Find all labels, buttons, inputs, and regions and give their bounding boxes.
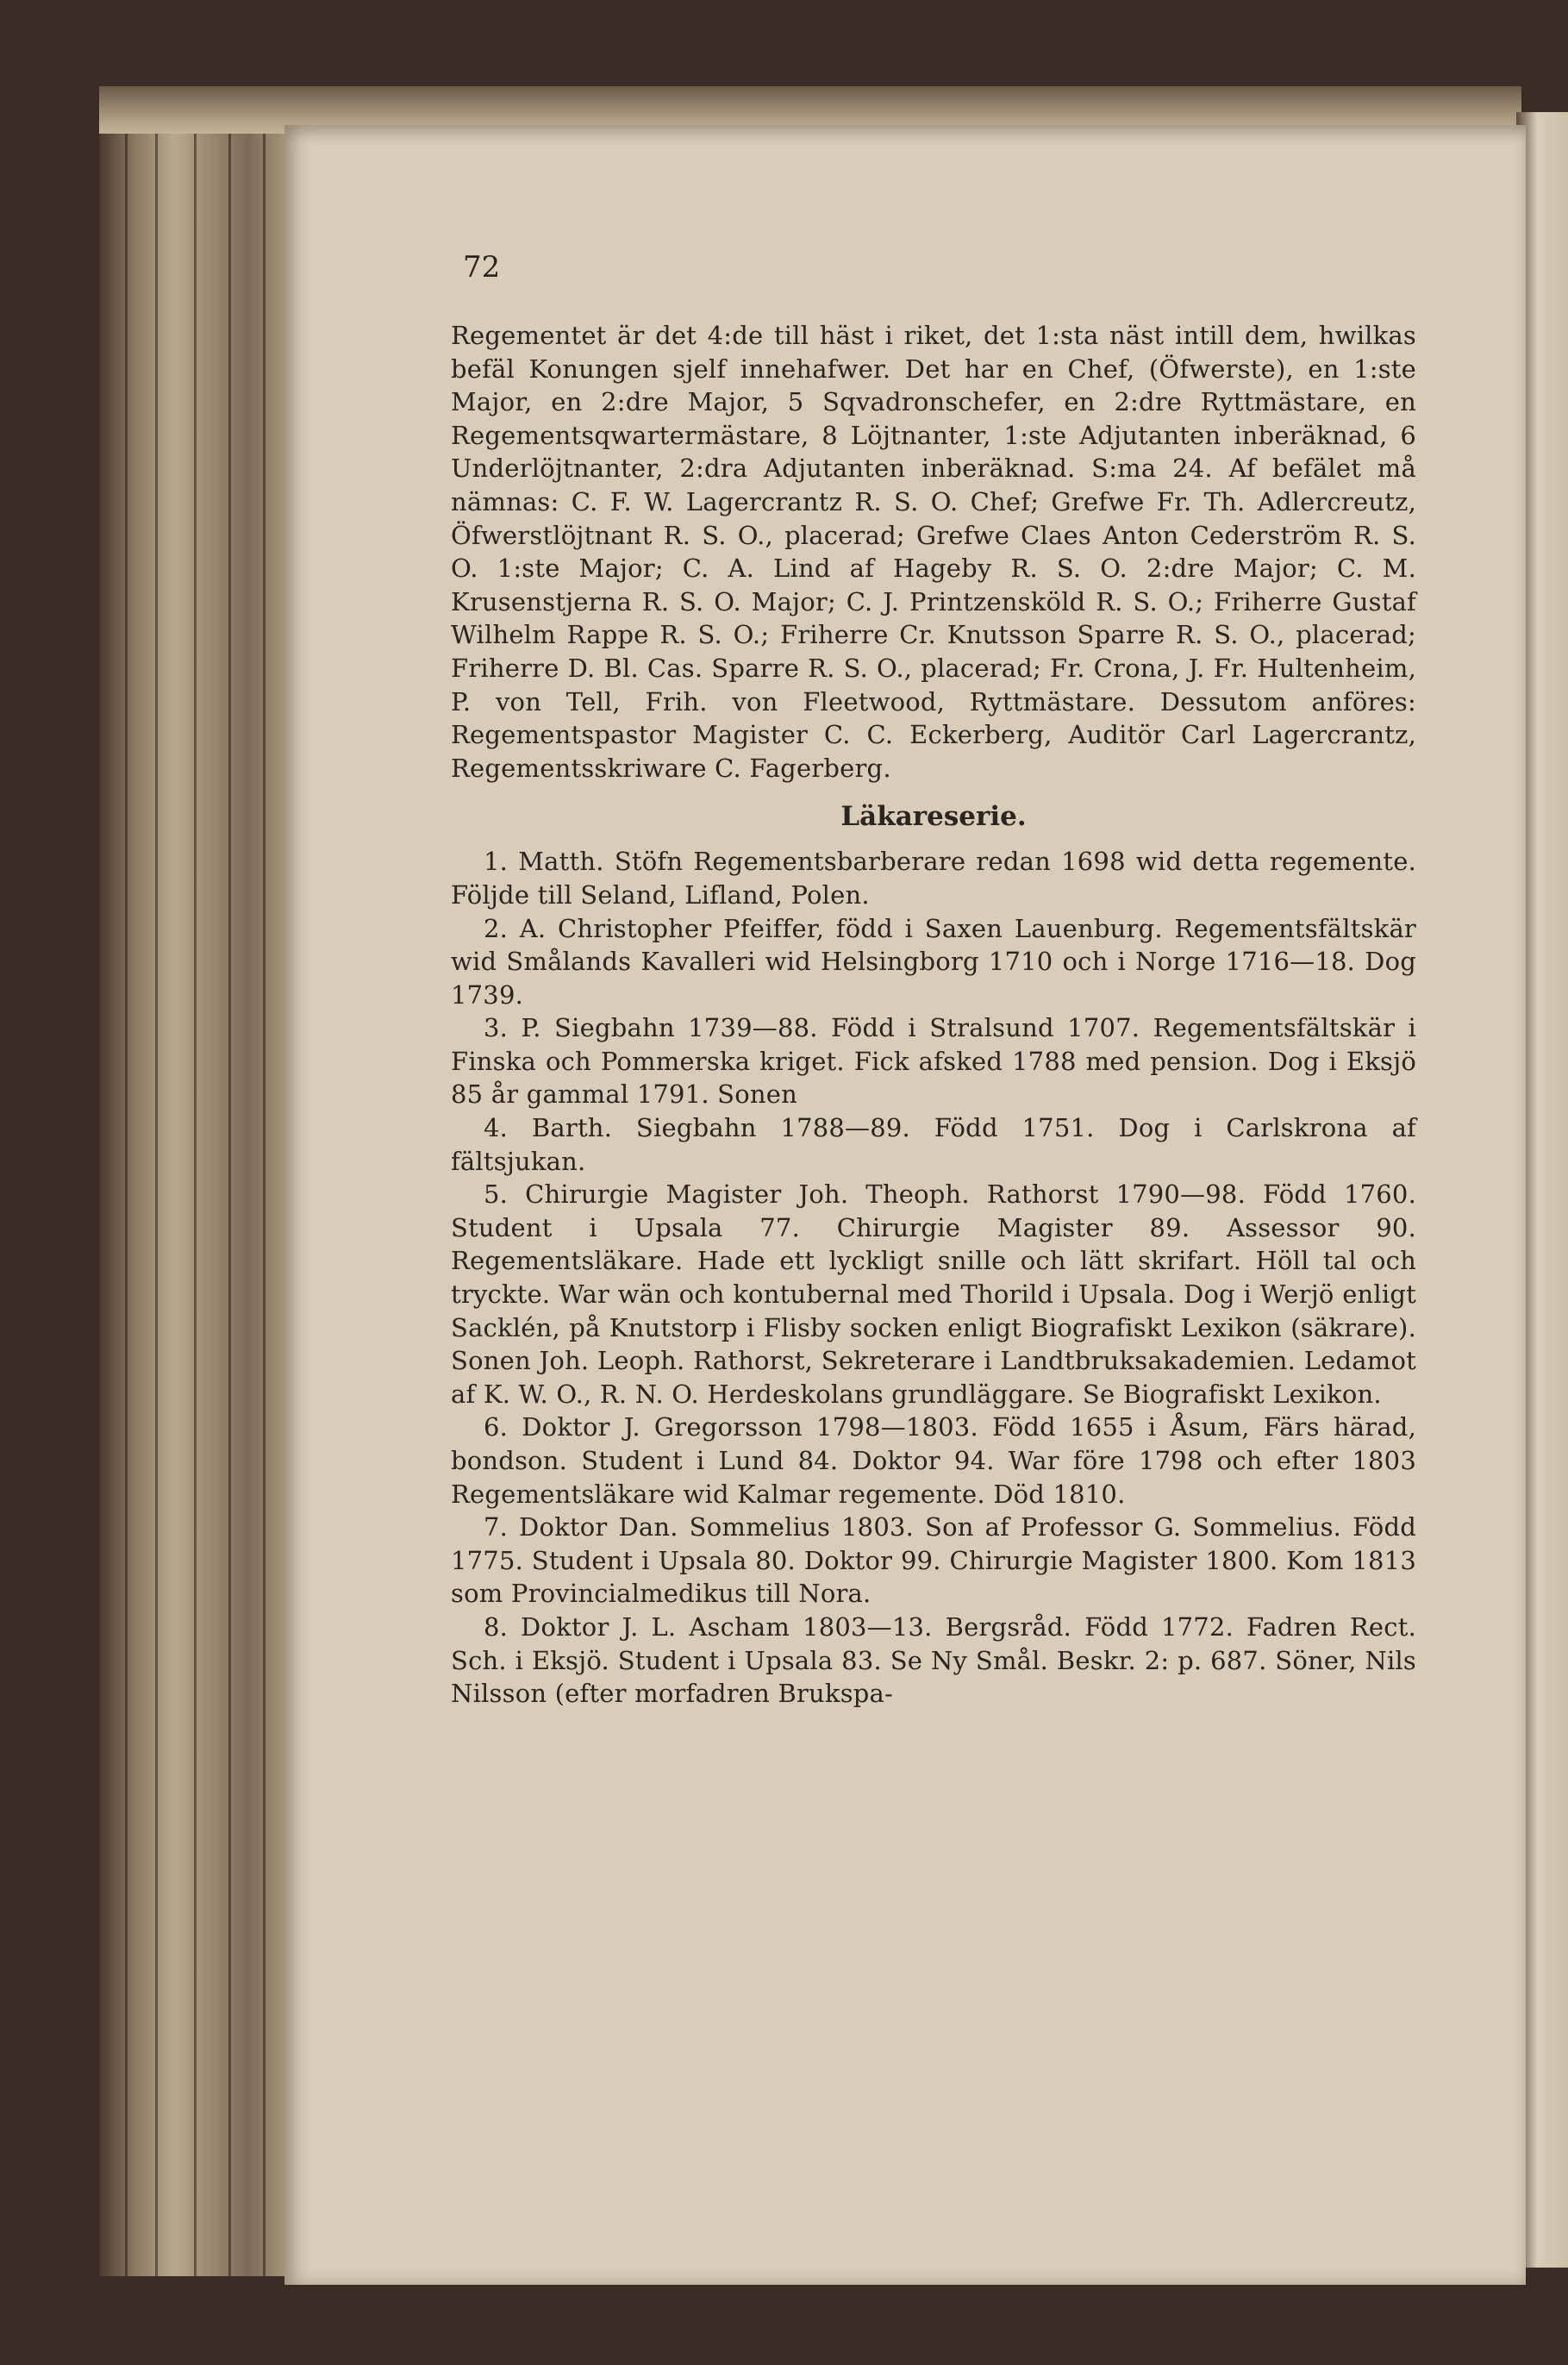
list-item: 5. Chirurgie Magister Joh. Theoph. Rathorst 1790—98. Född 1760. Student i Upsala 77. Chirurgie Magister 89. Assessor 90. Regementsläkare. Hade ett lyckligt snille och lätt skrifart. Höll tal och trycktе. War wän och kontubernal med Thorild i Upsala. Dog i Werjö enligt Sacklén, på Knutstorp i Flisby socken enligt Biografiskt Lexikon (säkrare). Sonen Joh. Leoph. Rathorst, Sekreterare i Landtbruksakademien. Ledamot af K. W. O., R. N. O. Herdeskolans grundläggare. Se Biografiskt Lexikon.	[451, 1179, 1416, 1409]
list-item: 3. P. Siegbahn 1739—88. Född i Stralsund 1707. Regementsfältskär i Finska och Pommerska kriget. Fick afsked 1788 med pension. Dog i Eksjö 85 år gammal 1791. Sonen	[451, 1013, 1416, 1110]
list-item: 6. Doktor J. Gregorsson 1798—1803. Född 1655 i Åsum, Färs härad, bondson. Student i Lund 84. Doktor 94. War före 1798 och efter 1803 Regementsläkare wid Kalmar regemente. Död 1810.	[451, 1412, 1416, 1509]
list-item: 2. A. Christopher Pfeiffer, född i Saxen Lauenburg. Regementsfältskär wid Smålands Kavalleri wid Helsingborg 1710 och i Norge 1716—18. Dog 1739.	[451, 913, 1416, 1010]
list-item: 7. Doktor Dan. Sommelius 1803. Son af Professor G. Sommelius. Född 1775. Student i Upsala 80. Doktor 99. Chirurgie Magister 1800. Kom 1813 som Provincialmedikus till Nora.	[451, 1512, 1416, 1609]
book-binding	[99, 95, 284, 2276]
list-item: 1. Matth. Stöfn Regementsbarberare redan 1698 wid detta regemente. Följde till Seland, Lifland, Polen.	[451, 847, 1416, 910]
page-number: 72	[463, 250, 501, 285]
list-item: 4. Barth. Siegbahn 1788—89. Född 1751. Dog i Carlskrona af fältsjukan.	[451, 1113, 1416, 1176]
page-text	[451, 319, 1416, 1711]
intro-paragraph: Regementet är det 4:de till häst i riket, det 1:sta näst intill dem, hwilkas befäl Konungen sjelf innehafwer. Det har en Chef, (Öfwerste), en 1:ste Major, en 2:dre Major, 5 Sqvadronschefer, en 2:dre Ryttmästare, en Regementsqwartermästare, 8 Löjtnanter, 1:ste Adjutanten inberäknad, 6 Underlöjtnanter, 2:dra Adjutanten inberäknad. S:ma 24. Af befälet må nämnas: C. F. W. Lagercrantz R. S. O. Chef; Grefwe Fr. Th. Adlercreutz, Öfwerstlöjtnant R. S. O., placerad; Grefwe Claes Anton Cederström R. S. O. 1:ste Major; C. A. Lind af Hageby R. S. O. 2:dre Major; C. M. Krusenstjerna R. S. O. Major; C. J. Printzensköld R. S. O.; Friherre Gustaf Wilhelm Rappe R. S. O.; Friherre Cr. Knutsson Sparre R. S. O., placerad; Friherre D. Bl. Cas. Sparre R. S. O., placerad; Fr. Crona, J. Fr. Hultenheim, P. von Tell, Frih. von Fleetwood, Ryttmästare. Dessutom anföres: Regementspastor Magister C. C. Eckerberg, Auditör Carl Lagercrantz, Regementsskriware C. Fagerberg.	[451, 321, 1416, 783]
section-heading: Läkareserie.	[840, 801, 1027, 833]
list-item: 8. Doktor J. L. Ascham 1803—13. Bergsråd. Född 1772. Fadren Rect. Sch. i Eksjö. Student i Upsala 83. Se Ny Smål. Beskr. 2: p. 687. Söner, Nils Nilsson (efter morfadren Brukspa-	[451, 1611, 1416, 1709]
